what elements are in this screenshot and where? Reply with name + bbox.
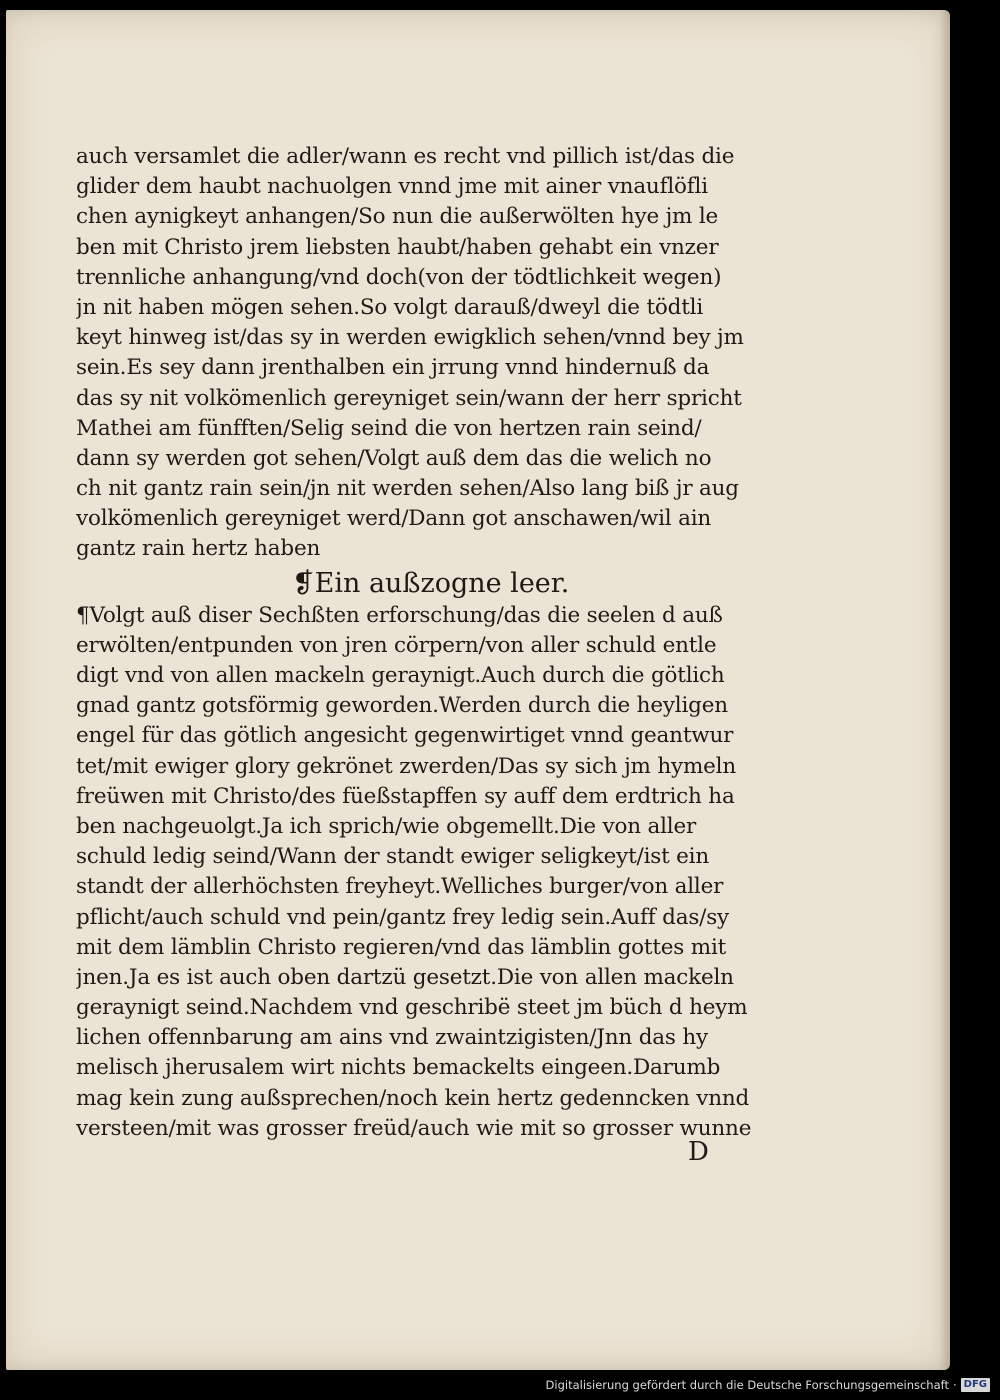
text-line: Mathei am fünfften/Selig seind die von hertzen rain seind/ [76, 415, 702, 441]
text-line: melisch jherusalem wirt nichts bemackelts eingeen.Darumb [76, 1055, 721, 1081]
text-line: versteen/mit was grosser freüd/auch wie mit so grosser wunne [76, 1115, 752, 1141]
text-line: dann sy werden got sehen/Volgt auß dem das die welich no [76, 445, 712, 471]
text-line: geraynigt seind.Nachdem vnd geschribë steet jm büch d heym [76, 995, 748, 1021]
pilcrow-icon: ❡ [292, 567, 315, 599]
footer-credit [546, 1376, 990, 1394]
text-line: standt der allerhöchsten freyheyt.Welliches burger/von aller [76, 874, 724, 900]
text-line: digt vnd von allen mackeln geraynigt.Auch durch die götlich [76, 663, 725, 688]
heading-text: Ein außzogne leer. [314, 567, 570, 599]
text-line: ch nit gantz rain sein/jn nit werden sehen/Also lang biß jr aug [76, 476, 739, 502]
text-line: freüwen mit Christo/des füeßstapffen sy auff dem erdtrich ha [76, 783, 735, 809]
text-line: jn nit haben mögen sehen.So volgt darauß/dweyl die tödtli [76, 294, 704, 320]
catchword: D [688, 1137, 709, 1167]
text-line: ben nachgeuolgt.Ja ich sprich/wie obgemellt.Die von aller [76, 813, 697, 839]
paragraph-before-heading [76, 142, 776, 565]
text-line: ben mit Christo jrem liebsten haubt/haben gehabt ein vnzer [76, 234, 719, 260]
text-line: glider dem haubt nachuolgen vnnd jme mit ainer vnauflöfli [76, 174, 708, 200]
text-line: schuld ledig seind/Wann der standt ewiger seligkeyt/ist ein [76, 844, 710, 870]
text-line: tet/mit ewiger glory gekrönet zwerden/Das sy sich jm hymeln [76, 753, 737, 779]
section-heading [76, 567, 776, 601]
text-line: volkömenlich gereyniget werd/Dann got anschawen/wil ain [76, 506, 712, 532]
text-line: gantz rain hertz haben [76, 536, 321, 562]
text-line: sein.Es sey dann jrenthalben ein jrrung vnnd hindernuß da [76, 355, 710, 381]
pilcrow-icon: ¶ [76, 602, 90, 628]
separator: · [953, 1378, 957, 1392]
page-edge-shadow [940, 10, 950, 1370]
text-line: keyt hinweg ist/das sy in werden ewigklich sehen/vnnd bey jm [76, 325, 744, 351]
text-line: chen aynigkeyt anhangen/So nun die außerwölten hye jm le [76, 204, 719, 230]
paragraph-after-heading [76, 601, 776, 1144]
text-line: erwölten/entpunden von jren cörpern/von aller schuld entle [76, 632, 717, 658]
scanned-page [6, 10, 950, 1370]
text-line: lichen offennbarung am ains vnd zwaintzigisten/Jnn das hy [76, 1025, 708, 1051]
text-line: pflicht/auch schuld vnd pein/gantz frey ledig sein.Auff das/sy [76, 904, 729, 930]
text-line [76, 601, 776, 631]
text-block [76, 142, 776, 1144]
text-line: jnen.Ja es ist auch oben dartzü gesetzt.Die von allen mackeln [76, 964, 734, 990]
text-line: mit dem lämblin Christo regieren/vnd das lämblin gottes mit [76, 934, 727, 960]
text-line: engel für das götlich angesicht gegenwirtiget vnnd geantwur [76, 723, 734, 749]
footer-text: Digitalisierung gefördert durch die Deutsche Forschungsgemeinschaft [545, 1378, 949, 1392]
text-line: mag kein zung außsprechen/noch kein hertz gedenncken vnnd [76, 1085, 750, 1111]
text-line-content: Volgt auß diser Sechßten erforschung/das die seelen d auß [89, 602, 723, 628]
text-line: trennliche anhangung/vnd doch(von der tödtlichkeit wegen) [76, 264, 722, 290]
text-line: das sy nit volkömenlich gereyniget sein/wann der herr spricht [76, 385, 742, 411]
text-line: auch versamlet die adler/wann es recht vnd pillich ist/das die [76, 144, 735, 169]
text-line: gnad gantz gotsförmig geworden.Werden durch die heyligen [76, 693, 728, 719]
dfg-logo: DFG [961, 1378, 990, 1392]
